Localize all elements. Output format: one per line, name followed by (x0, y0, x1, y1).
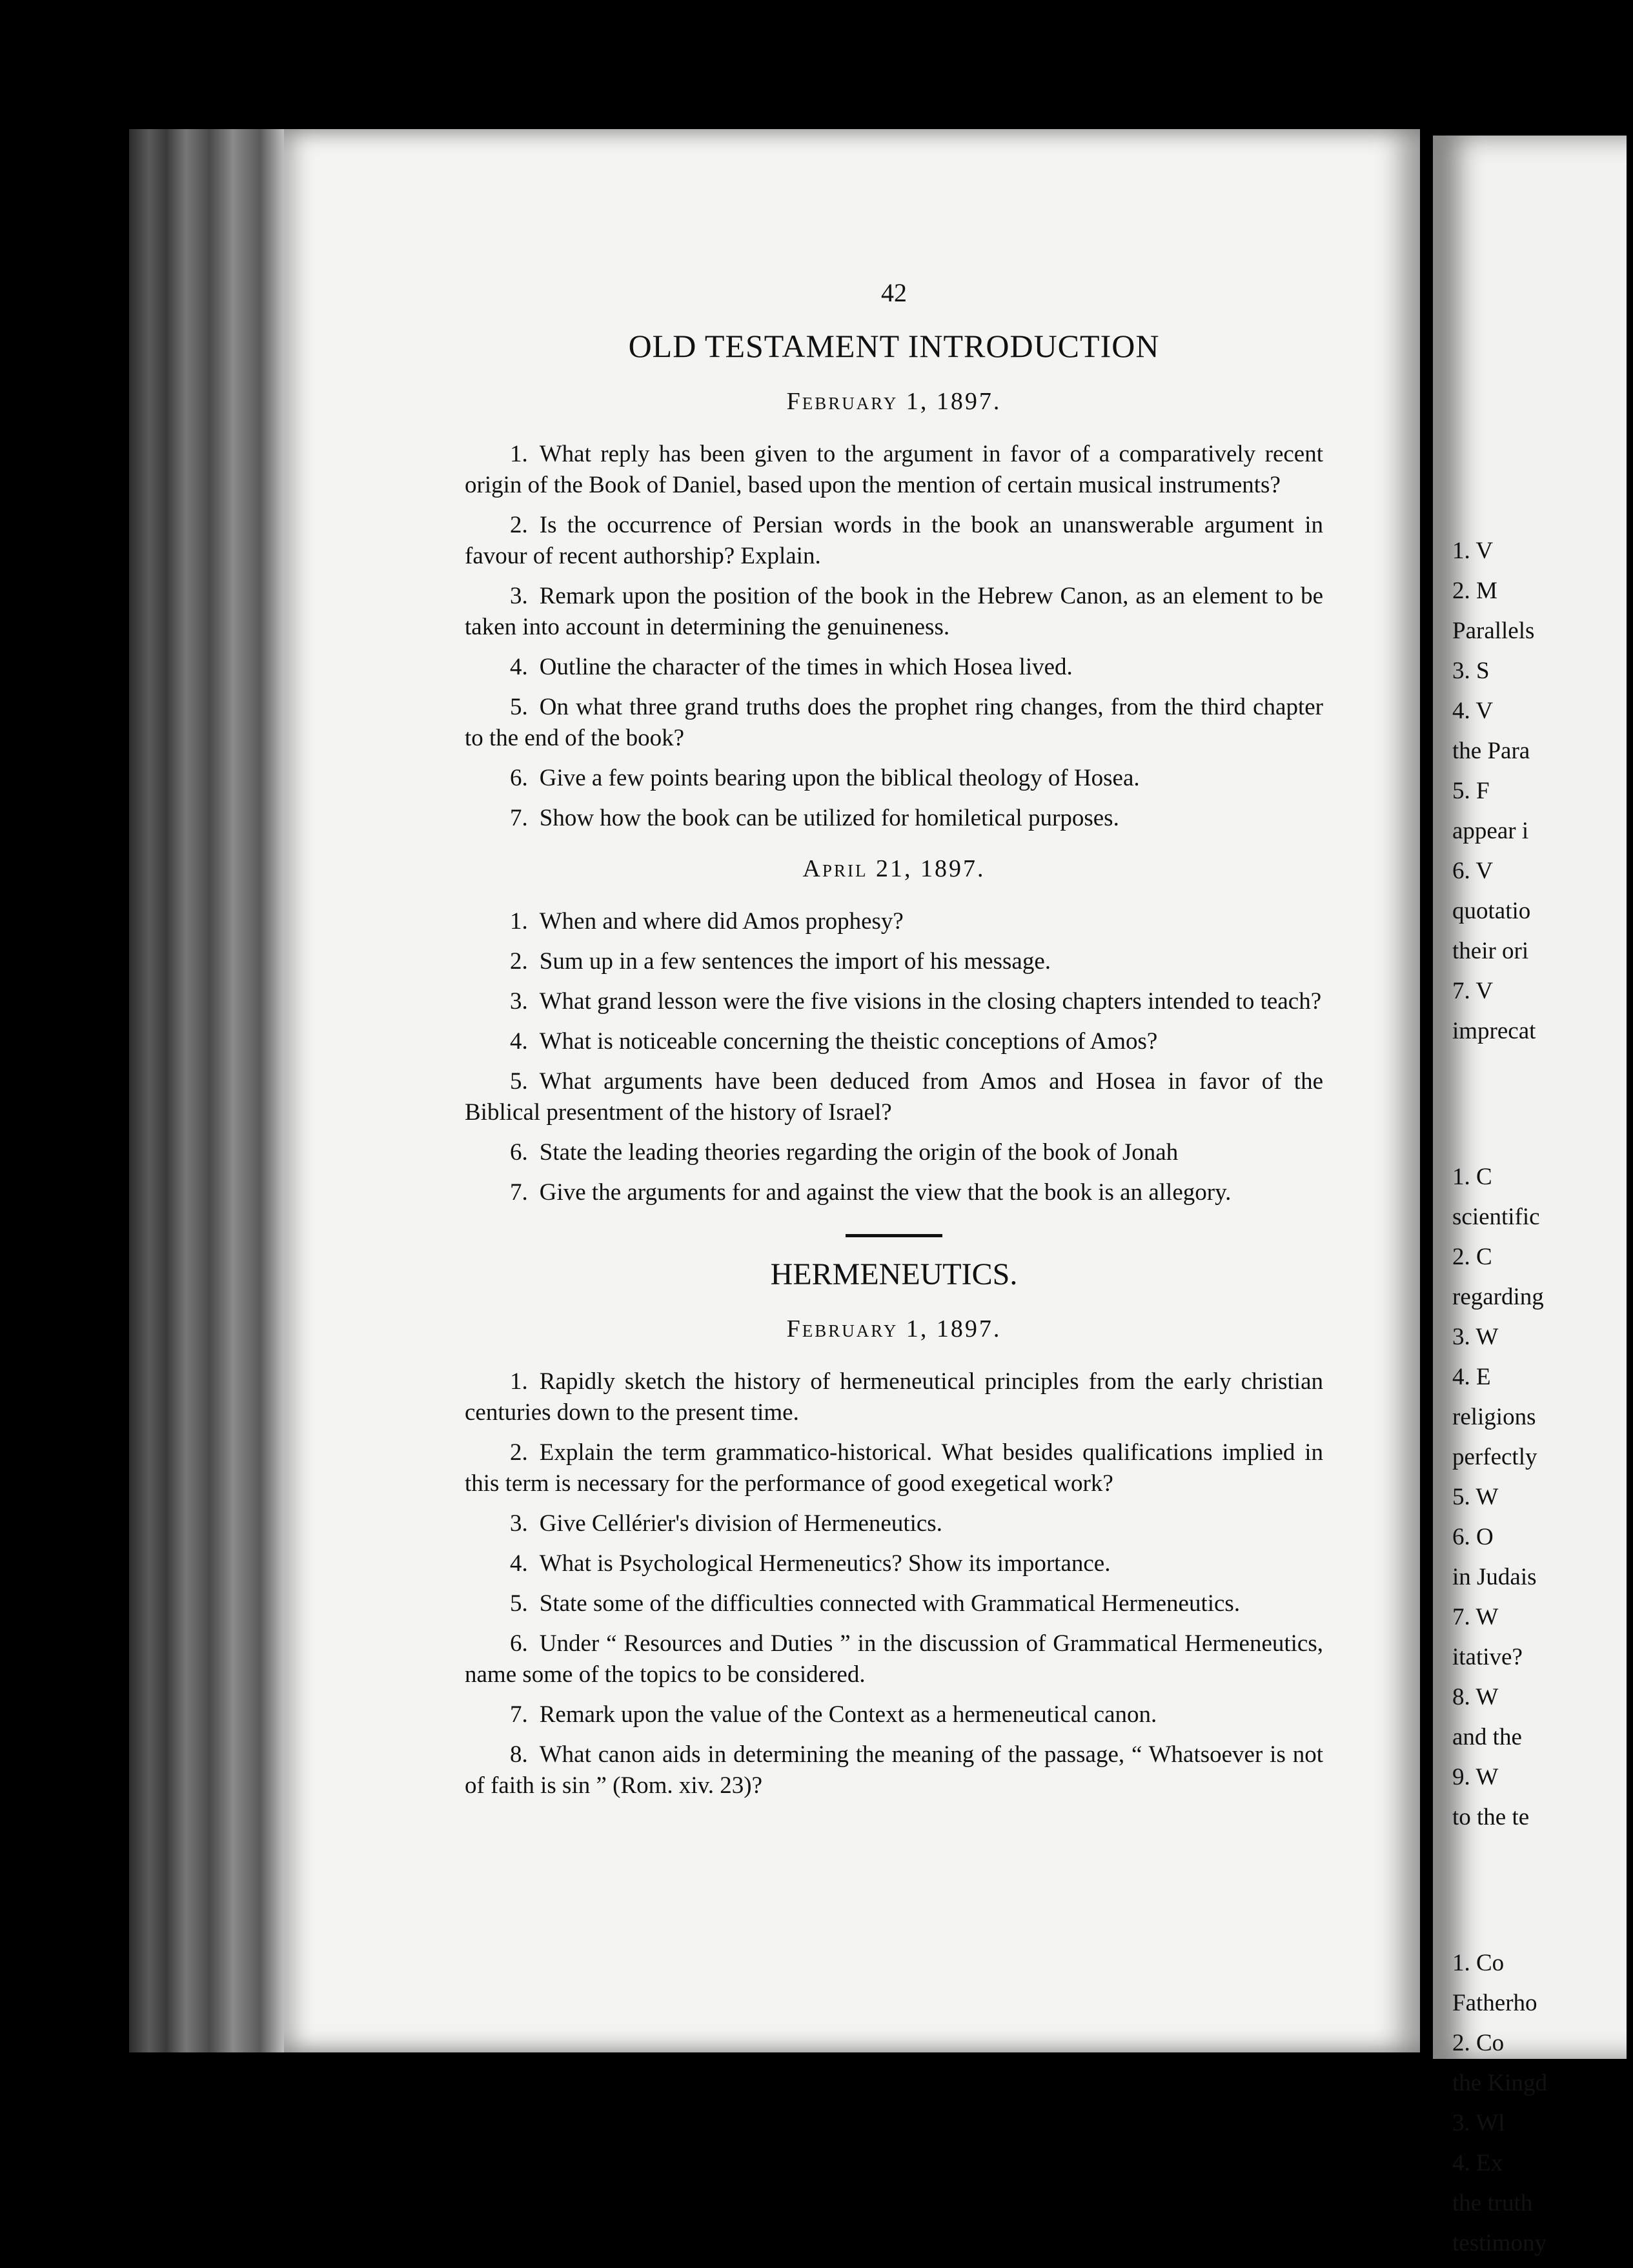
right-page-edge (1433, 136, 1627, 2256)
fragment-line: in Judais (1452, 1564, 1537, 1590)
question-number: 7. (510, 1701, 528, 1728)
question-number: 4. (510, 1550, 528, 1577)
page-title: OLD TESTAMENT INTRODUCTION (628, 328, 1160, 364)
fragment-line: 2. C (1452, 1244, 1492, 1270)
question (465, 1628, 1323, 1690)
fragment-line: 8. W (1452, 1684, 1499, 1710)
question-number: 2. (510, 512, 528, 538)
fragment-line: testimony (1452, 2230, 1547, 2256)
fragment-line: 3. W (1452, 1324, 1499, 1350)
fragment-line: 9. W (1452, 1764, 1499, 1790)
fragment-line: 5. W (1452, 1484, 1499, 1510)
left-page (284, 129, 1420, 2052)
question (465, 1588, 1323, 1619)
question-number: 2. (510, 1439, 528, 1466)
fragment-line: Fatherho (1452, 1990, 1537, 2016)
question (465, 946, 1323, 977)
fragment-line: itative? (1452, 1644, 1523, 1670)
fragment-line: perfectly (1452, 1444, 1537, 1470)
fragment-line: 4. Ex (1452, 2150, 1503, 2176)
fragment-line: 1. V (1452, 538, 1494, 564)
fragment-gap (1452, 1842, 1633, 1939)
question-text: What is Psychological Hermeneutics? Show its importance. (539, 1550, 1111, 1577)
question-text: Sum up in a few sentences the import of his message. (539, 948, 1051, 975)
question-text: Give the arguments for and against the view that the book is an allegory. (539, 1179, 1232, 1206)
question-text: Outline the character of the times in which Hosea lived. (539, 654, 1073, 680)
question-number: 3. (510, 988, 528, 1015)
fragment-line: 5. F (1452, 778, 1490, 804)
question-number: 6. (510, 765, 528, 791)
question-text: When and where did Amos prophesy? (539, 908, 904, 935)
question-text: Give a few points bearing upon the biblical theology of Hosea. (539, 765, 1140, 791)
question-number: 4. (510, 654, 528, 680)
section-date: February 1, 1897. (786, 1315, 1002, 1342)
question-number: 1. (510, 908, 528, 935)
fragment-line: Parallels (1452, 618, 1535, 644)
fragment-line: 3. S (1452, 658, 1490, 684)
question (465, 1548, 1323, 1579)
question-text: Is the occurrence of Persian words in the book an unanswerable argument in favour of recent authorship? Explain. (465, 512, 1323, 569)
fragment-line: the Kingd (1452, 2070, 1547, 2096)
question (465, 1508, 1323, 1539)
right-page-fragments (1452, 536, 1633, 2268)
book-page-edges (129, 129, 297, 2052)
question-text: What arguments have been deduced from Amos and Hosea in favor of the Biblical presentment of the history of Israel? (465, 1068, 1323, 1126)
question (465, 439, 1323, 501)
question (465, 1699, 1323, 1730)
second-title: HERMENEUTICS. (770, 1257, 1018, 1291)
question (465, 763, 1323, 794)
question (465, 581, 1323, 643)
section-divider (846, 1234, 942, 1237)
fragment-line: 7. W (1452, 1604, 1499, 1630)
question-text: Remark upon the value of the Context as a hermeneutical canon. (539, 1701, 1157, 1728)
exam-section-hermeneutics (465, 1313, 1323, 1801)
question-number: 5. (510, 1068, 528, 1095)
section-date: April 21, 1897. (802, 855, 986, 882)
fragment-line: the truth (1452, 2190, 1533, 2216)
question (465, 1437, 1323, 1499)
fragment-gap (1452, 1056, 1633, 1153)
question-text: What is noticeable concerning the theistic conceptions of Amos? (539, 1028, 1158, 1055)
fragment-line: 1. Co (1452, 1950, 1505, 1976)
fragment-line: 4. E (1452, 1364, 1491, 1390)
question-number: 1. (510, 1368, 528, 1395)
question-text: Remark upon the position of the book in the Hebrew Canon, as an element to be taken into account in determining the genuineness. (465, 583, 1323, 640)
question-number: 1. (510, 441, 528, 467)
fragment-line: scientific (1452, 1204, 1540, 1230)
question (465, 1137, 1323, 1168)
fragment-line: their ori (1452, 938, 1529, 964)
question (465, 692, 1323, 754)
fragment-line: appear i (1452, 818, 1529, 844)
fragment-line: 7. V (1452, 978, 1494, 1004)
question-text: State some of the difficulties connected with Grammatical Hermeneutics. (539, 1590, 1241, 1617)
question (465, 652, 1323, 683)
question-number: 5. (510, 694, 528, 720)
question-text: Rapidly sketch the history of hermeneutical principles from the early christian centuries down to the present time. (465, 1368, 1323, 1426)
fragment-line: to the te (1452, 1804, 1530, 1830)
fragment-line: imprecat (1452, 1018, 1536, 1044)
page-number: 42 (881, 278, 907, 307)
question-text: State the leading theories regarding the origin of the book of Jonah (539, 1139, 1179, 1166)
question-number: 3. (510, 583, 528, 609)
fragment-line: 2. Co (1452, 2030, 1505, 2056)
question-text: Show how the book can be utilized for homiletical purposes. (539, 805, 1119, 831)
question-number: 6. (510, 1630, 528, 1657)
question (465, 1177, 1323, 1208)
question (465, 803, 1323, 834)
question (465, 986, 1323, 1017)
question-text: What reply has been given to the argument in favor of a comparatively recent origin of the Book of Daniel, based upon the mention of certain musical instruments? (465, 441, 1323, 498)
question-number: 3. (510, 1510, 528, 1537)
exam-section-feb (465, 386, 1323, 834)
question-number: 6. (510, 1139, 528, 1166)
question (465, 1066, 1323, 1128)
question (465, 1026, 1323, 1057)
question-text: On what three grand truths does the prophet ring changes, from the third chapter to the end of the book? (465, 694, 1323, 751)
fragment-line: religions (1452, 1404, 1536, 1430)
question-text: What grand lesson were the five visions in the closing chapters intended to teach? (539, 988, 1322, 1015)
section-date: February 1, 1897. (786, 388, 1002, 415)
question-number: 4. (510, 1028, 528, 1055)
question (465, 510, 1323, 572)
question-number: 8. (510, 1741, 528, 1768)
question-number: 7. (510, 805, 528, 831)
fragment-line: quotatio (1452, 898, 1531, 924)
question-text: What canon aids in determining the meaning of the passage, “ Whatsoever is not of faith is sin ” (Rom. xiv. 23)? (465, 1741, 1323, 1799)
fragment-line: 6. O (1452, 1524, 1494, 1550)
question (465, 1366, 1323, 1428)
page-content (465, 278, 1323, 1821)
fragment-line: and the (1452, 1724, 1522, 1750)
fragment-line: 4. V (1452, 698, 1494, 724)
question (465, 906, 1323, 937)
question-text: Explain the term grammatico-historical. What besides qualifications implied in this term is necessary for the performance of good exegetical work? (465, 1439, 1323, 1497)
fragment-line: the Para (1452, 738, 1530, 764)
question-text: Under “ Resources and Duties ” in the discussion of Grammatical Hermeneutics, name some of the topics to be considered. (465, 1630, 1323, 1688)
question-number: 7. (510, 1179, 528, 1206)
fragment-line: regarding (1452, 1284, 1544, 1310)
fragment-line: 3. Wl (1452, 2110, 1505, 2136)
fragment-line: 1. C (1452, 1164, 1492, 1190)
fragment-line: 2. M (1452, 578, 1497, 604)
question-number: 2. (510, 948, 528, 975)
fragment-line: 6. V (1452, 858, 1494, 884)
exam-section-apr (465, 853, 1323, 1208)
question-number: 5. (510, 1590, 528, 1617)
question (465, 1739, 1323, 1801)
question-text: Give Cellérier's division of Hermeneutics. (539, 1510, 942, 1537)
